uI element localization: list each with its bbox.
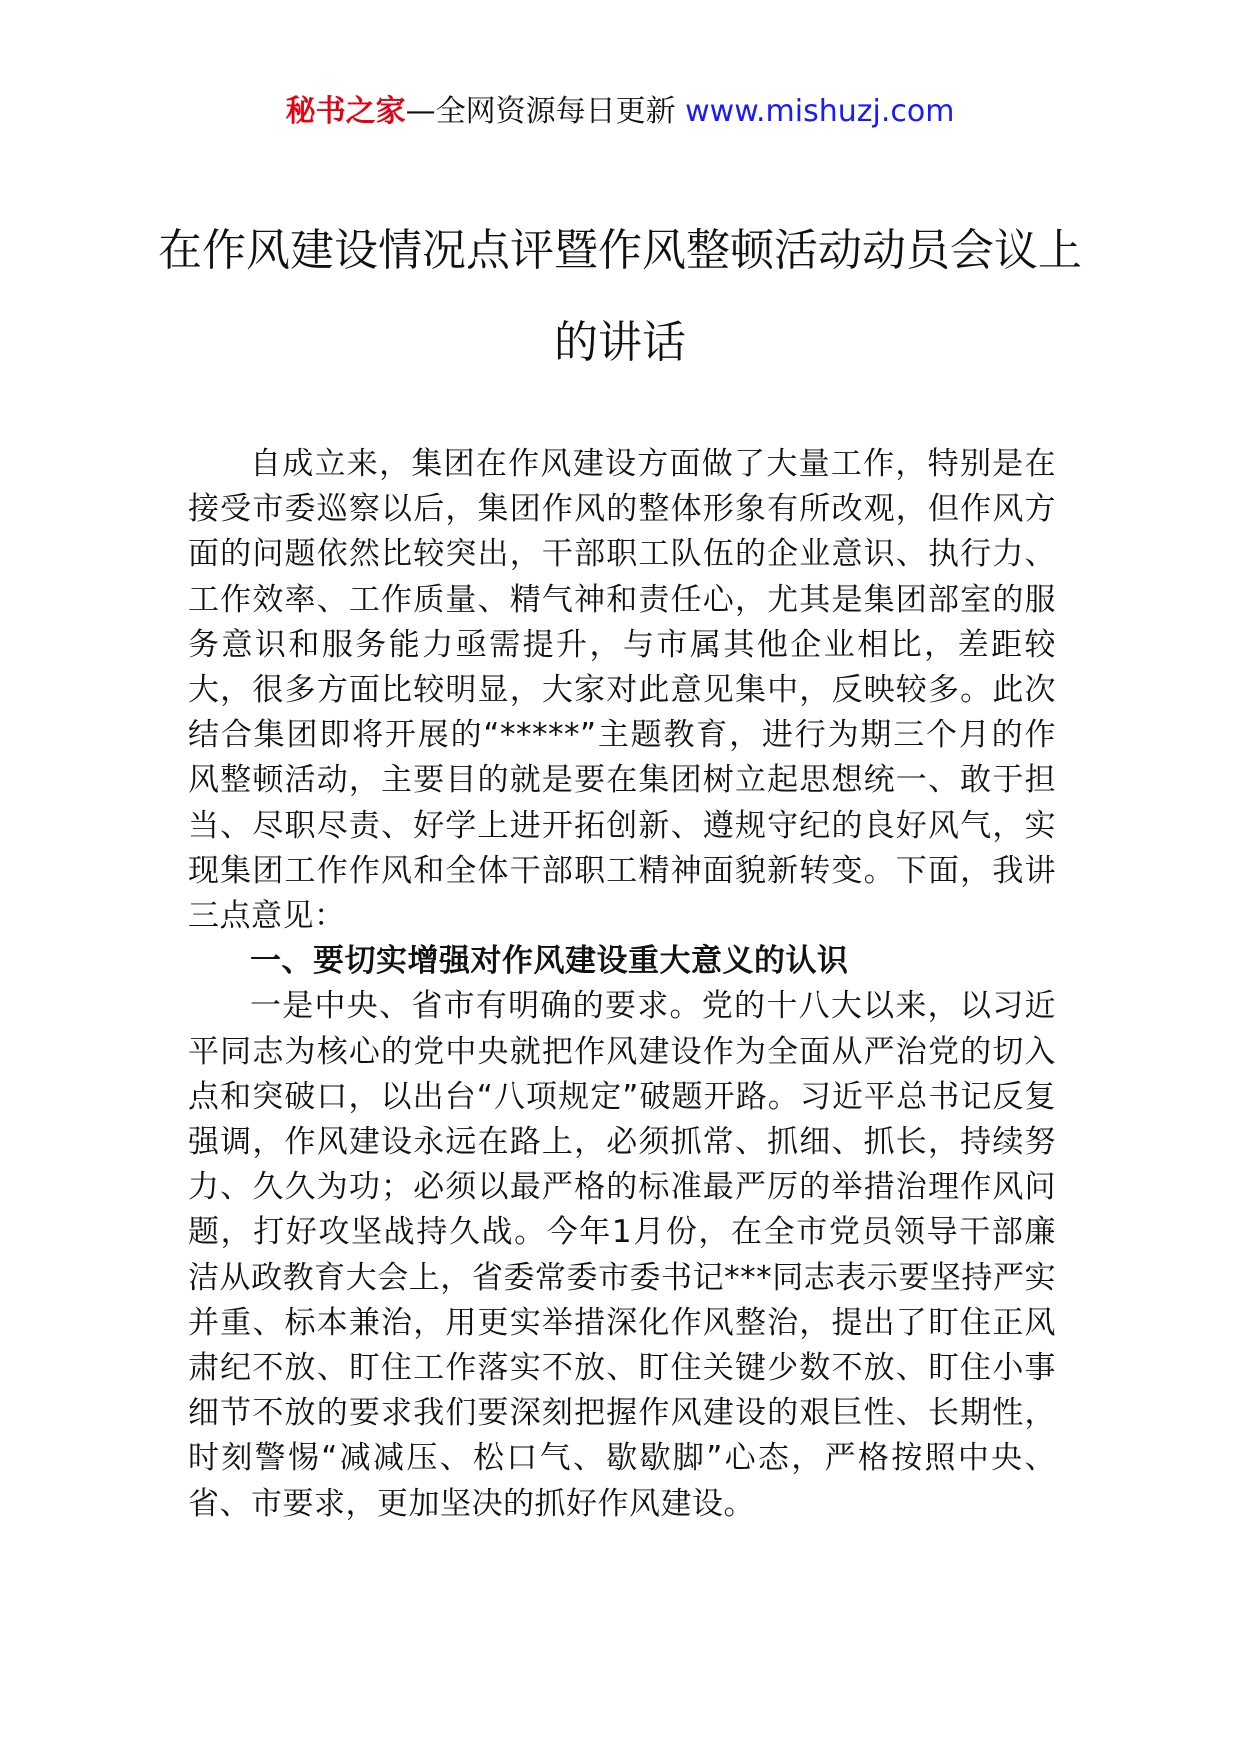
site-header bbox=[0, 92, 1240, 132]
header-tagline: —全网资源每日更新 bbox=[405, 94, 676, 129]
site-url-link[interactable]: www.mishuzj.com bbox=[685, 94, 955, 129]
document-body bbox=[188, 442, 1056, 1527]
document-title: 在作风建设情况点评暨作风整顿活动动员会议上的讲话 bbox=[158, 225, 1082, 368]
paragraph-intro: 自成立来，集团在作风建设方面做了大量工作，特别是在接受市委巡察以后，集团作风的整体形象有所改观，但作风方面的问题依然比较突出，干部职工队伍的企业意识、执行力、工作效率、工作质量、精气神和责任心，尤其是集团部室的服务意识和服务能力亟需提升，与市属其他企业相比，差距较大，很多方面比较明显，大家对此意见集中，反映较多。此次结合集团即将开展的“*****”主题教育，进行为期三个月的作风整顿活动，主要目的就是要在集团树立起思想统一、敢于担当、尽职尽责、好学上进开拓创新、遵规守纪的良好风气，实现集团工作作风和全体干部职工精神面貌新转变。下面，我讲三点意见： bbox=[188, 446, 1056, 935]
brand-name: 秘书之家 bbox=[285, 94, 406, 129]
section-heading-1: 一、要切实增强对作风建设重大意义的认识 bbox=[250, 943, 849, 980]
paragraph-requirements: 一是中央、省市有明确的要求。党的十八大以来，以习近平同志为核心的党中央就把作风建设作为全面从严治党的切入点和突破口，以出台“八项规定”破题开路。习近平总书记反复强调，作风建设永远在路上，必须抓常、抓细、抓长，持续努力、久久为功；必须以最严格的标准最严厉的举措治理作风问题，打好攻坚战持久战。今年1月份，在全市党员领导干部廉洁从政教育大会上，省委常委市委书记***同志表示要坚持严实并重、标本兼治，用更实举措深化作风整治，提出了盯住正风肃纪不放、盯住工作落实不放、盯住关键少数不放、盯住小事细节不放的要求我们要深刻把握作风建设的艰巨性、长期性，时刻警惕“减减压、松口气、歇歇脚”心态，严格按照中央、省、市要求，更加坚决的抓好作风建设。 bbox=[188, 988, 1056, 1522]
